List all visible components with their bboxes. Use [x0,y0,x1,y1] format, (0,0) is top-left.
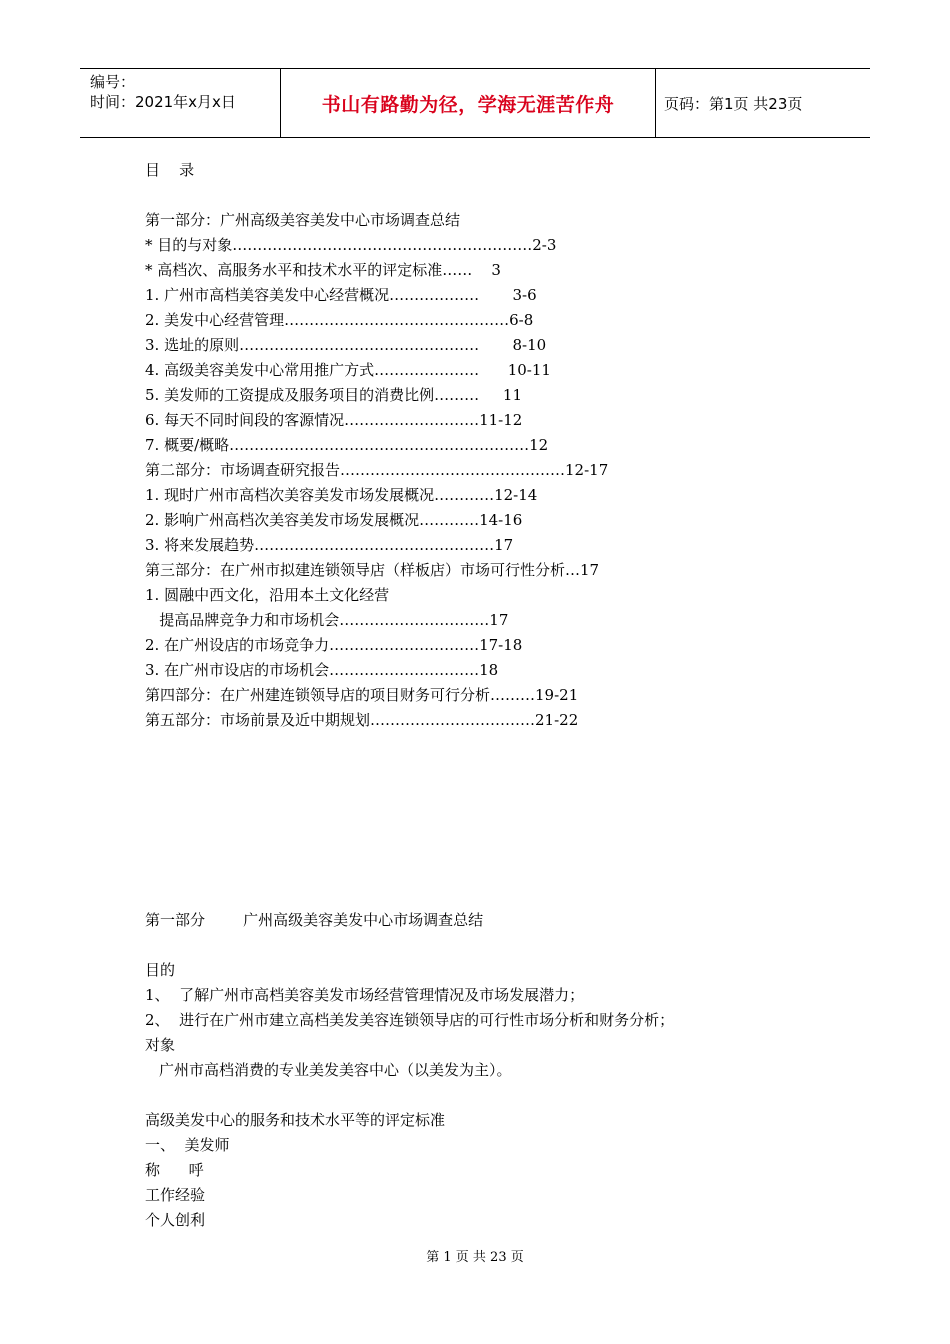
toc-item: 5. 美发师的工资提成及服务项目的消费比例……… 11 [145,386,523,404]
motto-text: 书山有路勤为径，学海无涯苦作舟 [321,93,615,116]
spacer [145,1083,845,1108]
toc-item: * 高档次、高服务水平和技术水平的评定标准…… 3 [145,261,501,279]
purpose-heading: 目的 [145,961,176,979]
toc-item: 提高品牌竞争力和市场机会…………………………17 [145,611,509,629]
toc-item: 3. 将来发展趋势…………………………………………17 [145,536,514,554]
object-text: 广州市高档消费的专业美发美容中心（以美发为主）。 [159,1061,512,1079]
purpose-item: 1、 了解广州市高档美容美发市场经营管理情况及市场发展潜力； [145,986,585,1004]
purpose-item: 2、 进行在广州市建立高档美发美容连锁领导店的可行性市场分析和财务分析； [145,1011,675,1029]
toc-item: 4. 高级美容美发中心常用推广方式………………… 10-11 [145,361,551,379]
toc-item: 第三部分：在广州市拟建连锁领导店（样板店）市场可行性分析…17 [145,561,600,579]
header-motto-cell [280,69,656,137]
toc-item: 6. 每天不同时间段的客源情况………………………11-12 [145,411,523,429]
toc-item: 第四部分：在广州建连锁领导店的项目财务可行分析………19-21 [145,686,579,704]
standard-heading: 高级美发中心的服务和技术水平等的评定标准 [145,1111,446,1129]
standard-item: 个人创利 [145,1211,206,1229]
object-heading: 对象 [145,1036,176,1054]
number-label: 编号： [90,73,136,91]
toc-item: 2. 在广州设店的市场竞争力…………………………17-18 [145,636,523,654]
toc-item: 3. 在广州市设店的市场机会…………………………18 [145,661,499,679]
section-title: 第一部分 广州高级美容美发中心市场调查总结 [145,911,484,929]
document-header [80,68,870,138]
time-label: 时间：2021年x月x日 [90,93,236,111]
header-page-cell [656,69,870,137]
standard-item: 一、 美发师 [145,1136,230,1154]
toc-item: 3. 选址的原则………………………………………… 8-10 [145,336,547,354]
spacer [145,183,845,208]
toc-item: 1. 圆融中西文化，沿用本土文化经营 [145,586,390,604]
standard-item: 工作经验 [145,1186,206,1204]
page-info: 页码：第1页 共23页 [664,94,803,113]
toc-item: 2. 影响广州高档次美容美发市场发展概况…………14-16 [145,511,523,529]
page-footer: 第 1 页 共 23 页 [426,1250,524,1265]
toc-item: 2. 美发中心经营管理………………………………………6-8 [145,311,534,329]
toc-item: 第五部分：市场前景及近中期规划……………………………21-22 [145,711,579,729]
toc-title: 目 录 [145,161,195,179]
standard-item: 称 呼 [145,1161,204,1179]
toc-item: 第二部分：市场调查研究报告………………………………………12-17 [145,461,609,479]
header-meta-cell [80,69,280,137]
document-content [145,158,845,1233]
table-of-contents [145,208,845,733]
toc-item: 1. 广州市高档美容美发中心经营概况……………… 3-6 [145,286,537,304]
toc-item: * 目的与对象……………………………………………………2-3 [145,236,557,254]
spacer [145,933,845,958]
toc-item: 7. 概要/概略……………………………………………………12 [145,436,549,454]
toc-item: 1. 现时广州市高档次美容美发市场发展概况…………12-14 [145,486,538,504]
toc-item: 第一部分：广州高级美容美发中心市场调查总结 [145,211,461,229]
spacer [145,733,845,908]
